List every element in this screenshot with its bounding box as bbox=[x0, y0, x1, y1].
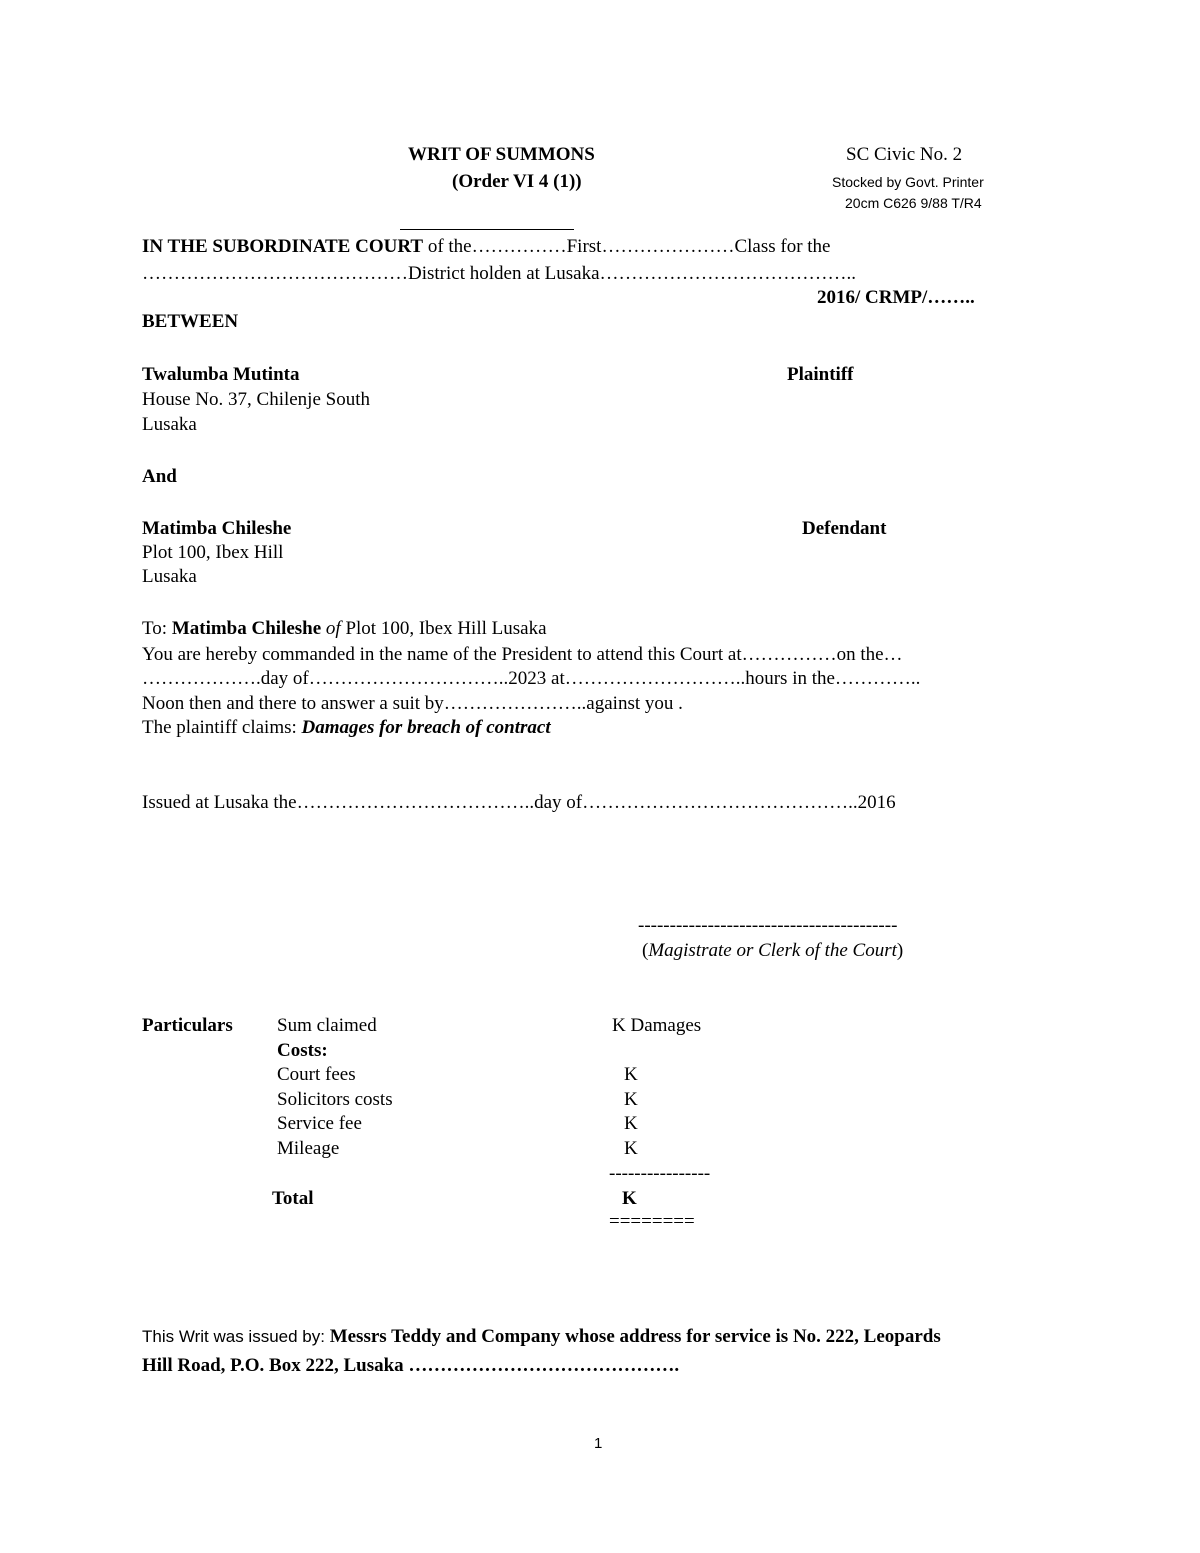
command-line-1: You are hereby commanded in the name of the President to attend this Court at……………on the… bbox=[142, 644, 903, 665]
to-label: To: bbox=[142, 618, 172, 639]
to-name: Matimba Chileshe bbox=[171, 618, 326, 639]
signature-line: ----------------------------------------- bbox=[638, 915, 898, 936]
plaintiff-name: Twalumba Mutinta bbox=[142, 364, 300, 385]
cost-item-label: Service fee bbox=[277, 1113, 362, 1134]
and-separator: And bbox=[142, 466, 177, 487]
title-rule bbox=[400, 229, 574, 230]
cost-item-label: Solicitors costs bbox=[277, 1089, 393, 1110]
claim-value: Damages for breach of contract bbox=[301, 717, 551, 738]
total-value: K bbox=[622, 1188, 637, 1209]
printer-code: 20cm C626 9/88 T/R4 bbox=[845, 195, 982, 211]
cost-item-value: K bbox=[624, 1138, 638, 1159]
court-name: IN THE SUBORDINATE COURT bbox=[142, 236, 424, 257]
command-line-2: ……………….day of…………………………..2023 at………………………..hours in the………….. bbox=[142, 668, 921, 689]
court-line-1 bbox=[142, 236, 831, 258]
court-line-1-rest: of the……………First…………………Class for the bbox=[423, 236, 831, 257]
total-label: Total bbox=[272, 1188, 314, 1209]
signature-caption-text: Magistrate or Clerk of the Court bbox=[648, 940, 897, 961]
stocked-by: Stocked by Govt. Printer bbox=[832, 174, 984, 190]
costs-heading: Costs: bbox=[277, 1040, 328, 1061]
cost-item-label: Mileage bbox=[277, 1138, 340, 1159]
total-double-rule: ======== bbox=[609, 1211, 695, 1232]
issued-by-label: This Writ was issued by: bbox=[142, 1327, 330, 1346]
document-title: WRIT OF SUMMONS bbox=[408, 144, 595, 165]
plaintiff-role: Plaintiff bbox=[787, 364, 854, 385]
firm-line-1: Messrs Teddy and Company whose address for service is No. 222, Leopards bbox=[329, 1326, 941, 1347]
particulars-label: Particulars bbox=[142, 1015, 233, 1036]
cost-item-value: K bbox=[624, 1064, 638, 1085]
form-number: SC Civic No. 2 bbox=[846, 144, 963, 165]
signature-caption bbox=[642, 940, 903, 962]
claim-label: The plaintiff claims: bbox=[142, 717, 302, 738]
between-heading: BETWEEN bbox=[142, 311, 239, 332]
case-number: 2016/ CRMP/…….. bbox=[817, 287, 975, 308]
sum-claimed-label: Sum claimed bbox=[277, 1015, 377, 1036]
caption-open-paren: ( bbox=[642, 940, 649, 961]
to-of: of bbox=[325, 618, 341, 639]
cost-item-label: Court fees bbox=[277, 1064, 356, 1085]
defendant-address-line-1: Plot 100, Ibex Hill bbox=[142, 542, 284, 563]
firm-line-2: Hill Road, P.O. Box 222, Lusaka ……………………………………. bbox=[142, 1355, 680, 1376]
sum-claimed-value: K Damages bbox=[612, 1015, 702, 1036]
to-line bbox=[142, 618, 547, 640]
caption-close-paren: ) bbox=[896, 940, 904, 961]
cost-item-value: K bbox=[624, 1089, 638, 1110]
plaintiff-address-line-2: Lusaka bbox=[142, 414, 197, 435]
defendant-name: Matimba Chileshe bbox=[142, 518, 292, 539]
plaintiff-address-line-1: House No. 37, Chilenje South bbox=[142, 389, 370, 410]
claim-line bbox=[142, 717, 551, 739]
defendant-address-line-2: Lusaka bbox=[142, 566, 197, 587]
issued-line: Issued at Lusaka the………………………………..day of……………………………………..2016 bbox=[142, 792, 896, 813]
order-reference: (Order VI 4 (1)) bbox=[452, 171, 582, 192]
to-address: Plot 100, Ibex Hill Lusaka bbox=[340, 618, 547, 639]
page-number: 1 bbox=[594, 1435, 603, 1452]
court-line-2: ……………………………………District holden at Lusaka………………………………….. bbox=[142, 263, 857, 284]
cost-item-value: K bbox=[624, 1113, 638, 1134]
command-line-3: Noon then and there to answer a suit by…………………..against you . bbox=[142, 693, 683, 714]
defendant-role: Defendant bbox=[802, 518, 887, 539]
subtotal-dashes: ---------------- bbox=[609, 1163, 711, 1184]
issued-by-line-1 bbox=[142, 1326, 941, 1348]
